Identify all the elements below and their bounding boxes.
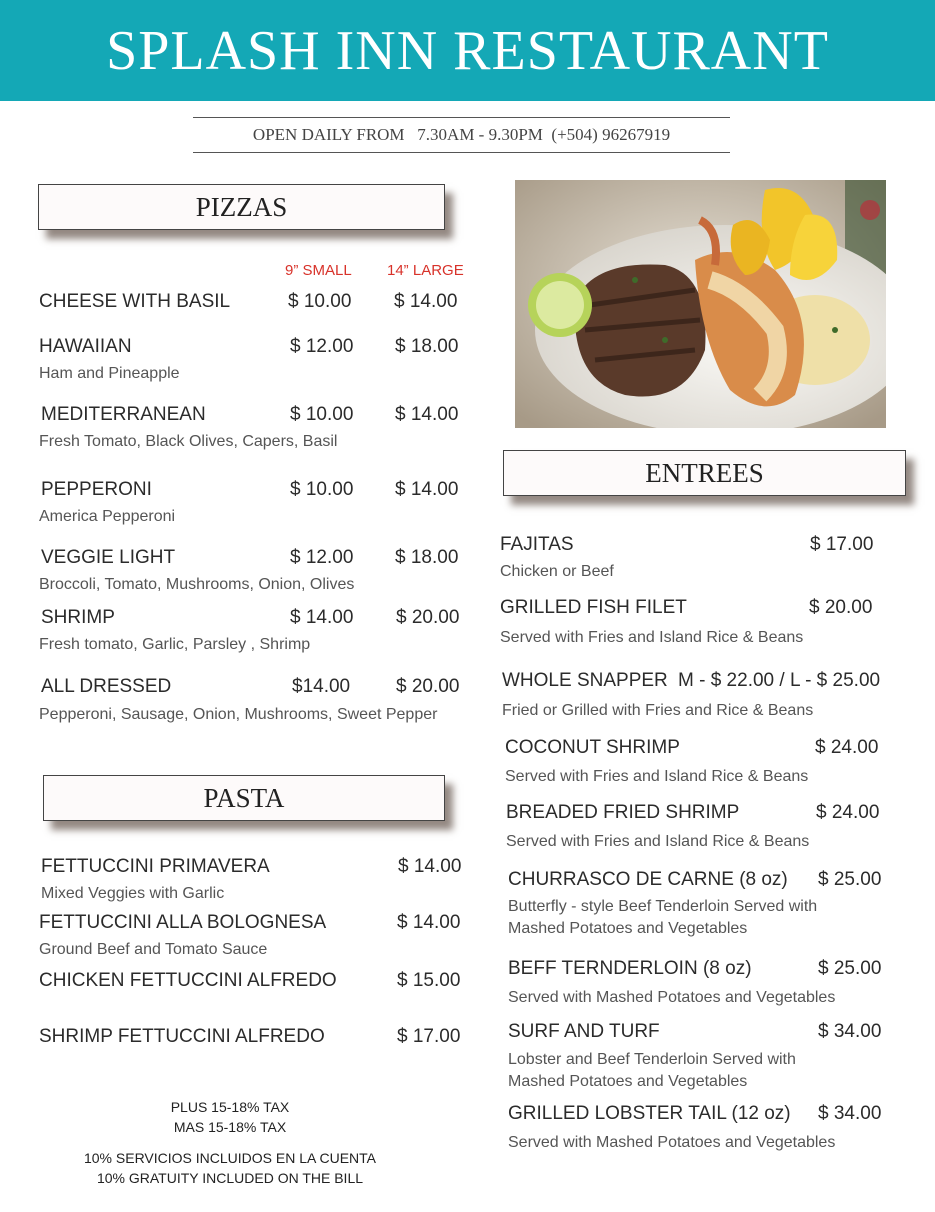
entree-name: BREADED FRIED SHRIMP [506,802,740,823]
pizza-name: VEGGIE LIGHT [41,547,176,568]
entree-name: COCONUT SHRIMP [505,737,680,758]
entree-description: Chicken or Beef [500,563,614,580]
entree-description: Butterfly - style Beef Tenderloin Served with [508,898,818,915]
entree-price: $ 25.00 [818,958,882,979]
pizza-price-large: $ 14.00 [395,479,459,500]
pizza-price-small: $ 10.00 [288,291,352,312]
size-small-label: 9” SMALL [285,262,352,279]
pizza-price-small: $ 12.00 [290,336,354,357]
pizza-price-large: $ 18.00 [395,547,459,568]
pizza-description: Fresh tomato, Garlic, Parsley , Shrimp [39,636,311,653]
entrees-heading: ENTREES [503,450,906,496]
gratuity-note-en: 10% GRATUITY INCLUDED ON THE BILL [96,1170,364,1186]
entree-name: WHOLE SNAPPER [502,670,668,691]
pizza-name: MEDITERRANEAN [41,404,206,425]
tax-note-es: MAS 15-18% TAX [173,1119,287,1135]
pasta-name: FETTUCCINI ALLA BOLOGNESA [39,912,327,933]
entree-description-line2: Mashed Potatoes and Vegetables [508,1073,748,1090]
pizza-name: HAWAIIAN [39,336,132,357]
pasta-heading: PASTA [43,775,445,821]
pasta-price: $ 14.00 [398,856,462,877]
entree-price: M - $ 22.00 / L - $ 25.00 [678,670,881,691]
pizza-price-small: $ 10.00 [290,479,354,500]
pizza-description: America Pepperoni [39,508,176,525]
pizza-price-small: $ 10.00 [290,404,354,425]
pasta-name: CHICKEN FETTUCCINI ALFREDO [39,970,337,991]
entree-price: $ 20.00 [809,597,873,618]
entree-description: Served with Mashed Potatoes and Vegetables [508,989,836,1006]
entree-name: GRILLED LOBSTER TAIL (12 oz) [508,1103,791,1124]
entree-price: $ 34.00 [818,1103,882,1124]
header-banner [0,0,935,101]
entree-price: $ 34.00 [818,1021,882,1042]
entree-price: $ 24.00 [815,737,879,758]
pasta-price: $ 17.00 [397,1026,461,1047]
pizza-name: CHEESE WITH BASIL [39,291,231,312]
entree-description-line2: Mashed Potatoes and Vegetables [508,920,748,937]
pizza-description: Pepperoni, Sausage, Onion, Mushrooms, Sweet Pepper [39,706,438,723]
entree-price: $ 17.00 [810,534,874,555]
pizza-price-small: $ 12.00 [290,547,354,568]
pizza-price-large: $ 14.00 [395,404,459,425]
pizza-price-large: $ 20.00 [396,676,460,697]
entree-price: $ 25.00 [818,869,882,890]
service-note-es: 10% SERVICIOS INCLUIDOS EN LA CUENTA [83,1150,376,1166]
opening-hours: OPEN DAILY FROM 7.30AM - 9.30PM (+504) 96267919 [193,117,730,153]
tax-note-en: PLUS 15-18% TAX [170,1099,290,1115]
pizza-name: ALL DRESSED [41,676,172,697]
restaurant-title: SPLASH INN RESTAURANT [106,19,829,82]
pizza-price-large: $ 18.00 [395,336,459,357]
pizza-price-large: $ 20.00 [396,607,460,628]
entree-name: CHURRASCO DE CARNE (8 oz) [508,869,788,890]
entree-price: $ 24.00 [816,802,880,823]
entree-name: FAJITAS [500,534,574,555]
pizza-description: Broccoli, Tomato, Mushrooms, Onion, Olives [39,576,355,593]
pasta-price: $ 14.00 [397,912,461,933]
pasta-description: Ground Beef and Tomato Sauce [39,941,268,958]
entree-name: BEFF TERNDERLOIN (8 oz) [508,958,752,979]
entree-name: SURF AND TURF [508,1021,660,1042]
entree-name: GRILLED FISH FILET [500,597,687,618]
pasta-price: $ 15.00 [397,970,461,991]
pasta-name: SHRIMP FETTUCCINI ALFREDO [39,1026,325,1047]
entree-description: Served with Fries and Island Rice & Beans [500,629,804,646]
entree-description: Fried or Grilled with Fries and Rice & Beans [502,702,814,719]
pasta-name: FETTUCCINI PRIMAVERA [41,856,270,877]
entree-description: Served with Fries and Island Rice & Beans [506,833,810,850]
entree-description: Served with Fries and Island Rice & Beans [505,768,809,785]
pizza-price-small: $14.00 [292,676,351,697]
pizza-name: SHRIMP [41,607,115,628]
food-photo-icon [515,180,886,428]
pizza-description: Fresh Tomato, Black Olives, Capers, Basil [39,433,338,450]
size-large-label: 14” LARGE [387,262,464,279]
pizza-description: Ham and Pineapple [39,365,180,382]
pasta-description: Mixed Veggies with Garlic [41,885,225,902]
entree-description: Lobster and Beef Tenderloin Served with [508,1051,796,1068]
pizza-price-large: $ 14.00 [394,291,458,312]
pizza-price-small: $ 14.00 [290,607,354,628]
pizza-name: PEPPERONI [41,479,152,500]
entree-description: Served with Mashed Potatoes and Vegetables [508,1134,836,1151]
pizzas-heading: PIZZAS [38,184,445,230]
